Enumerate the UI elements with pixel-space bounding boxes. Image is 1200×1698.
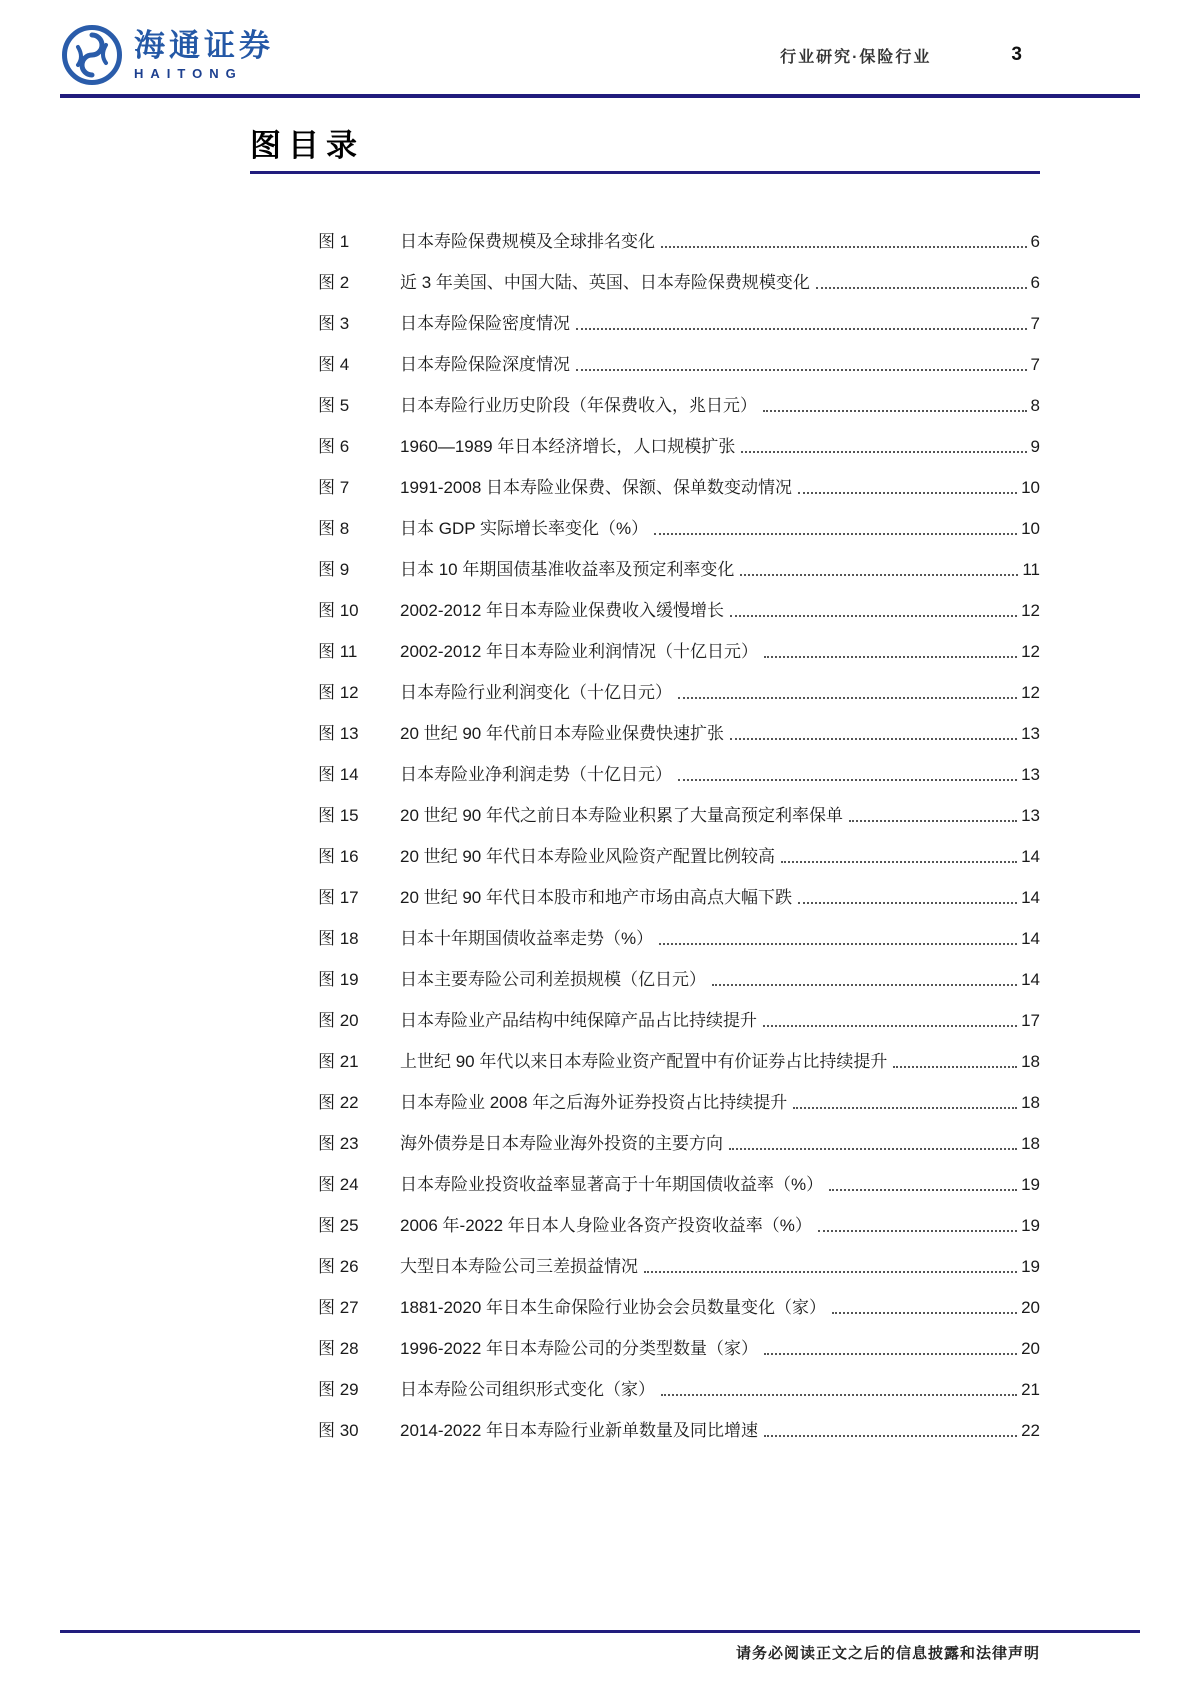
toc-row[interactable]	[318, 836, 1040, 877]
toc-entry-label: 图 11	[318, 642, 358, 661]
toc-row[interactable]	[318, 1410, 1040, 1451]
toc-entry-page: 11	[1022, 560, 1040, 579]
toc-leader-dots	[661, 1394, 1017, 1396]
toc-entry-label: 图 5	[318, 396, 350, 415]
toc-entry-title: 日本寿险行业利润变化（十亿日元）	[400, 683, 672, 702]
toc-entry-label: 图 19	[318, 970, 359, 989]
toc-leader-dots	[678, 697, 1017, 699]
toc-entry-label: 图 15	[318, 806, 359, 825]
toc-entry-page: 12	[1021, 642, 1040, 661]
toc-entry-label: 图 18	[318, 929, 359, 948]
toc-entry-label: 图 13	[318, 724, 359, 743]
toc-entry-label: 图 21	[318, 1052, 359, 1071]
toc-leader-dots	[576, 328, 1027, 330]
toc-leader-dots	[893, 1066, 1017, 1068]
toc-entry-page: 19	[1021, 1175, 1040, 1194]
toc-row[interactable]	[318, 221, 1040, 262]
toc-leader-dots	[798, 902, 1017, 904]
toc-entry-title: 2006 年-2022 年日本人身险业各资产投资收益率（%）	[400, 1216, 812, 1235]
toc-entry-title: 日本 GDP 实际增长率变化（%）	[400, 519, 649, 538]
toc-entry-page: 19	[1021, 1216, 1040, 1235]
toc-row[interactable]	[318, 549, 1040, 590]
toc-row[interactable]	[318, 631, 1040, 672]
toc-row[interactable]	[318, 426, 1040, 467]
toc-entry-page: 13	[1021, 724, 1040, 743]
toc-row[interactable]	[318, 1164, 1040, 1205]
toc-entry-label: 图 30	[318, 1421, 359, 1440]
toc-entry-page: 6	[1030, 273, 1040, 292]
toc-entry-label: 图 24	[318, 1175, 359, 1194]
toc-leader-dots	[818, 1230, 1017, 1232]
toc-entry-title: 日本十年期国债收益率走势（%）	[400, 929, 654, 948]
toc-entry-label: 图 6	[318, 437, 350, 456]
toc-row[interactable]	[318, 918, 1040, 959]
toc-leader-dots	[764, 1435, 1017, 1437]
toc-row[interactable]	[318, 1123, 1040, 1164]
toc-row[interactable]	[318, 754, 1040, 795]
toc-entry-title: 海外债券是日本寿险业海外投资的主要方向	[400, 1134, 723, 1153]
toc-row[interactable]	[318, 344, 1040, 385]
toc-entry-page: 12	[1021, 683, 1040, 702]
toc-entry-title: 1881-2020 年日本生命保险行业协会会员数量变化（家）	[400, 1298, 827, 1317]
toc-entry-label: 图 14	[318, 765, 359, 784]
toc-entry-title: 20 世纪 90 年代日本寿险业风险资产配置比例较高	[400, 847, 775, 866]
toc-entry-title: 20 世纪 90 年代前日本寿险业保费快速扩张	[400, 724, 724, 743]
toc-entry-label: 图 23	[318, 1134, 359, 1153]
header-right-group	[780, 44, 1140, 67]
toc-entry-page: 13	[1021, 765, 1040, 784]
title-divider	[250, 171, 1040, 174]
toc-entry-title: 日本 10 年期国债基准收益率及预定利率变化	[400, 560, 735, 579]
toc-entry-page: 8	[1030, 396, 1040, 415]
toc-row[interactable]	[318, 590, 1040, 631]
toc-row[interactable]	[318, 385, 1040, 426]
toc-entry-label: 图 2	[318, 273, 350, 292]
toc-entry-title: 日本寿险业 2008 年之后海外证券投资占比持续提升	[400, 1093, 788, 1112]
toc-entry-label: 图 29	[318, 1380, 359, 1399]
logo-text-block	[134, 29, 274, 81]
toc-leader-dots	[798, 492, 1017, 494]
section-title-block	[250, 127, 1040, 164]
toc-entry-title: 2002-2012 年日本寿险业保费收入缓慢增长	[400, 601, 725, 620]
toc-leader-dots	[729, 1148, 1017, 1150]
toc-entry-page: 18	[1021, 1093, 1040, 1112]
toc-entry-title: 日本寿险保险密度情况	[400, 314, 570, 333]
toc-entry-page: 13	[1021, 806, 1040, 825]
toc-entry-title: 日本寿险业净利润走势（十亿日元）	[400, 765, 672, 784]
toc-row[interactable]	[318, 959, 1040, 1000]
toc-leader-dots	[781, 861, 1017, 863]
toc-entry-page: 21	[1021, 1380, 1040, 1399]
logo-company-name-en: HAITONG	[134, 66, 243, 82]
page-header	[60, 18, 1140, 92]
haitong-logo	[60, 23, 274, 87]
toc-entry-page: 7	[1030, 355, 1040, 374]
toc-row[interactable]	[318, 1328, 1040, 1369]
toc-leader-dots	[764, 656, 1017, 658]
toc-entry-label: 图 27	[318, 1298, 359, 1317]
toc-entry-label: 图 7	[318, 478, 350, 497]
toc-entry-title: 日本寿险公司组织形式变化（家）	[400, 1380, 655, 1399]
toc-entry-title: 大型日本寿险公司三差损益情况	[400, 1257, 638, 1276]
toc-entry-label: 图 8	[318, 519, 350, 538]
toc-leader-dots	[793, 1107, 1017, 1109]
toc-leader-dots	[849, 820, 1017, 822]
toc-entry-title: 上世纪 90 年代以来日本寿险业资产配置中有价证券占比持续提升	[400, 1052, 888, 1071]
toc-entry-label: 图 26	[318, 1257, 359, 1276]
toc-entry-page: 12	[1021, 601, 1040, 620]
toc-leader-dots	[832, 1312, 1017, 1314]
toc-entry-page: 14	[1021, 888, 1040, 907]
toc-entry-title: 日本寿险行业历史阶段（年保费收入，兆日元）	[400, 396, 757, 415]
toc-row[interactable]	[318, 262, 1040, 303]
toc-entry-page: 10	[1021, 478, 1040, 497]
logo-company-name: 海通证券	[134, 27, 274, 63]
toc-entry-page: 6	[1030, 232, 1040, 251]
toc-entry-label: 图 17	[318, 888, 359, 907]
toc-entry-label: 图 4	[318, 355, 350, 374]
toc-entry-title: 1960—1989 年日本经济增长，人口规模扩张	[400, 437, 736, 456]
toc-entry-title: 1991-2008 日本寿险业保费、保额、保单数变动情况	[400, 478, 793, 497]
page-number: 3	[1011, 44, 1022, 65]
toc-leader-dots	[740, 574, 1018, 576]
toc-entry-label: 图 28	[318, 1339, 359, 1358]
toc-entry-title: 2014-2022 年日本寿险行业新单数量及同比增速	[400, 1421, 759, 1440]
toc-entry-title: 20 世纪 90 年代之前日本寿险业积累了大量高预定利率保单	[400, 806, 843, 825]
toc-leader-dots	[644, 1271, 1017, 1273]
toc-row[interactable]	[318, 1246, 1040, 1287]
toc-entry-label: 图 10	[318, 601, 359, 620]
toc-leader-dots	[763, 410, 1027, 412]
toc-leader-dots	[730, 615, 1017, 617]
toc-entry-label: 图 25	[318, 1216, 359, 1235]
toc-row[interactable]	[318, 1369, 1040, 1410]
haitong-logo-icon	[60, 23, 124, 87]
toc-row[interactable]	[318, 713, 1040, 754]
toc-leader-dots	[829, 1189, 1017, 1191]
toc-entry-title: 近 3 年美国、中国大陆、英国、日本寿险保费规模变化	[400, 273, 810, 292]
toc-row[interactable]	[318, 1000, 1040, 1041]
toc-entry-title: 日本寿险业产品结构中纯保障产品占比持续提升	[400, 1011, 757, 1030]
toc-entry-page: 19	[1021, 1257, 1040, 1276]
toc-leader-dots	[764, 1353, 1017, 1355]
toc-entry-page: 14	[1021, 970, 1040, 989]
toc-leader-dots	[741, 451, 1026, 453]
toc-row[interactable]	[318, 877, 1040, 918]
footer-disclaimer: 请务必阅读正文之后的信息披露和法律声明	[735, 1645, 1040, 1662]
toc-entry-page: 20	[1021, 1339, 1040, 1358]
toc-entry-label: 图 20	[318, 1011, 359, 1030]
toc-leader-dots	[712, 984, 1017, 986]
toc-row[interactable]	[318, 1082, 1040, 1123]
toc-leader-dots	[816, 287, 1027, 289]
toc-entry-title: 20 世纪 90 年代日本股市和地产市场由高点大幅下跌	[400, 888, 792, 907]
toc-entry-title: 日本主要寿险公司利差损规模（亿日元）	[400, 970, 706, 989]
toc-row[interactable]	[318, 508, 1040, 549]
toc-entry-page: 18	[1021, 1052, 1040, 1071]
toc-row[interactable]	[318, 467, 1040, 508]
toc-row[interactable]	[318, 672, 1040, 713]
toc-leader-dots	[659, 943, 1017, 945]
toc-entry-page: 17	[1021, 1011, 1040, 1030]
toc-leader-dots	[654, 533, 1017, 535]
page-title: 图目录	[250, 128, 364, 163]
toc-list	[318, 221, 1040, 1451]
toc-row[interactable]	[318, 1205, 1040, 1246]
toc-leader-dots	[661, 246, 1027, 248]
toc-entry-page: 10	[1021, 519, 1040, 538]
toc-entry-page: 14	[1021, 929, 1040, 948]
toc-row[interactable]	[318, 1287, 1040, 1328]
toc-entry-page: 18	[1021, 1134, 1040, 1153]
toc-entry-label: 图 12	[318, 683, 359, 702]
toc-leader-dots	[576, 369, 1027, 371]
toc-entry-page: 20	[1021, 1298, 1040, 1317]
toc-row[interactable]	[318, 1041, 1040, 1082]
toc-leader-dots	[678, 779, 1017, 781]
toc-leader-dots	[730, 738, 1017, 740]
toc-entry-label: 图 3	[318, 314, 350, 333]
toc-row[interactable]	[318, 795, 1040, 836]
toc-leader-dots	[763, 1025, 1017, 1027]
footer-divider	[60, 1630, 1140, 1633]
toc-entry-title: 日本寿险保险深度情况	[400, 355, 570, 374]
toc-entry-page: 7	[1030, 314, 1040, 333]
toc-entry-page: 14	[1021, 847, 1040, 866]
toc-entry-title: 2002-2012 年日本寿险业利润情况（十亿日元）	[400, 642, 759, 661]
toc-entry-label: 图 9	[318, 560, 350, 579]
header-divider	[60, 94, 1140, 98]
breadcrumb: 行业研究·保险行业	[780, 48, 932, 66]
toc-entry-title: 日本寿险保费规模及全球排名变化	[400, 232, 655, 251]
toc-entry-title: 日本寿险业投资收益率显著高于十年期国债收益率（%）	[400, 1175, 824, 1194]
toc-entry-page: 9	[1030, 437, 1040, 456]
toc-entry-label: 图 22	[318, 1093, 359, 1112]
toc-entry-label: 图 1	[318, 232, 350, 251]
toc-entry-label: 图 16	[318, 847, 359, 866]
toc-entry-page: 22	[1021, 1421, 1040, 1440]
toc-row[interactable]	[318, 303, 1040, 344]
toc-entry-title: 1996-2022 年日本寿险公司的分类型数量（家）	[400, 1339, 759, 1358]
